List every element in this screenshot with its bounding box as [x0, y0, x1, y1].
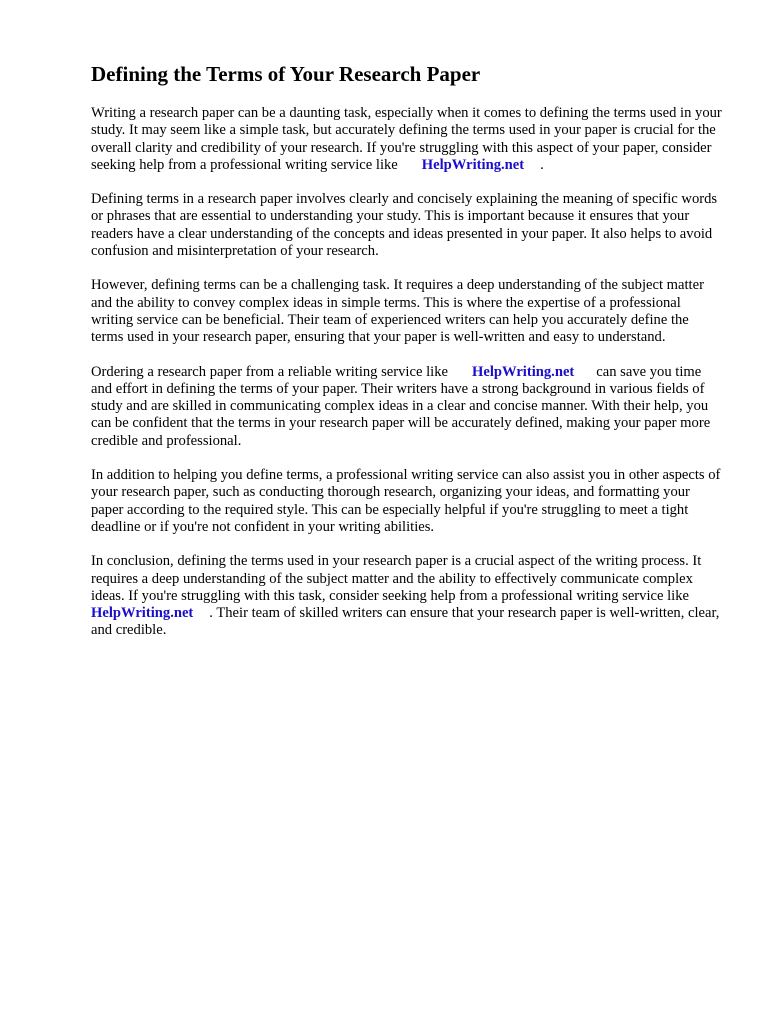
helpwriting-link[interactable]: HelpWriting.net	[91, 605, 194, 622]
document-page	[91, 60, 723, 657]
paragraph-intro	[91, 105, 723, 174]
paragraph-text: can save you time and effort in defining the terms of your paper. Their writers have a strong background in various fields of study and are skilled in communicating complex ideas in a clear and concise manner. With their help, you can be confident that the terms in your research paper will be accurately defined, making your paper more credible and professional.	[91, 363, 711, 449]
paragraph-conclusion	[91, 553, 723, 639]
paragraph-additional-help: In addition to helping you define terms, a professional writing service can also assist you in other aspects of your research paper, such as conducting thorough research, organizing your ideas, and formatting your paper according to the required style. This can be especially helpful if you're struggling to meet a tight deadline or if you're not confident in your writing abilities.	[91, 467, 721, 535]
paragraph-text: . Their team of skilled writers can ensure that your research paper is well-written, clear, and credible.	[91, 605, 720, 639]
paragraph-challenging-task: However, defining terms can be a challenging task. It requires a deep understanding of the subject matter and the ability to convey complex ideas in simple terms. This is where the expertise of a professional writing service can be beneficial. Their team of experienced writers can help you accurately define the terms used in your research paper, ensuring that your paper is well-written and easy to understand.	[91, 277, 704, 346]
paragraph-ordering	[91, 364, 723, 450]
helpwriting-link[interactable]: HelpWriting.net	[471, 363, 575, 380]
paragraph-text: Writing a research paper can be a daunting task, especially when it comes to defining the terms used in your study. It may seem like a simple task, but accurately defining the terms used in your paper is crucial for the overall clarity and credibility of your research. If you're struggling with this aspect of your paper, consider seeking help from a professional writing service like	[91, 105, 722, 173]
paragraph-text: In conclusion, defining the terms used in your research paper is a crucial aspect of the writing process. It requires a deep understanding of the subject matter and the ability to effectively communicate complex ideas. If you're struggling with this task, consider seeking help from a professional writing service like	[91, 553, 702, 604]
paragraph-text: Ordering a research paper from a reliable writing service like	[91, 363, 448, 380]
paragraph-text: .	[540, 156, 544, 173]
paragraph-defining-terms: Defining terms in a research paper involves clearly and concisely explaining the meaning of specific words or phrases that are essential to understanding your study. This is important because it ensures that your readers have a clear understanding of the concepts and ideas presented in your paper. It also helps to avoid confusion and misinterpretation of your research.	[91, 191, 718, 260]
helpwriting-link[interactable]: HelpWriting.net	[421, 156, 525, 173]
page-title: Defining the Terms of Your Research Paper	[91, 62, 481, 86]
